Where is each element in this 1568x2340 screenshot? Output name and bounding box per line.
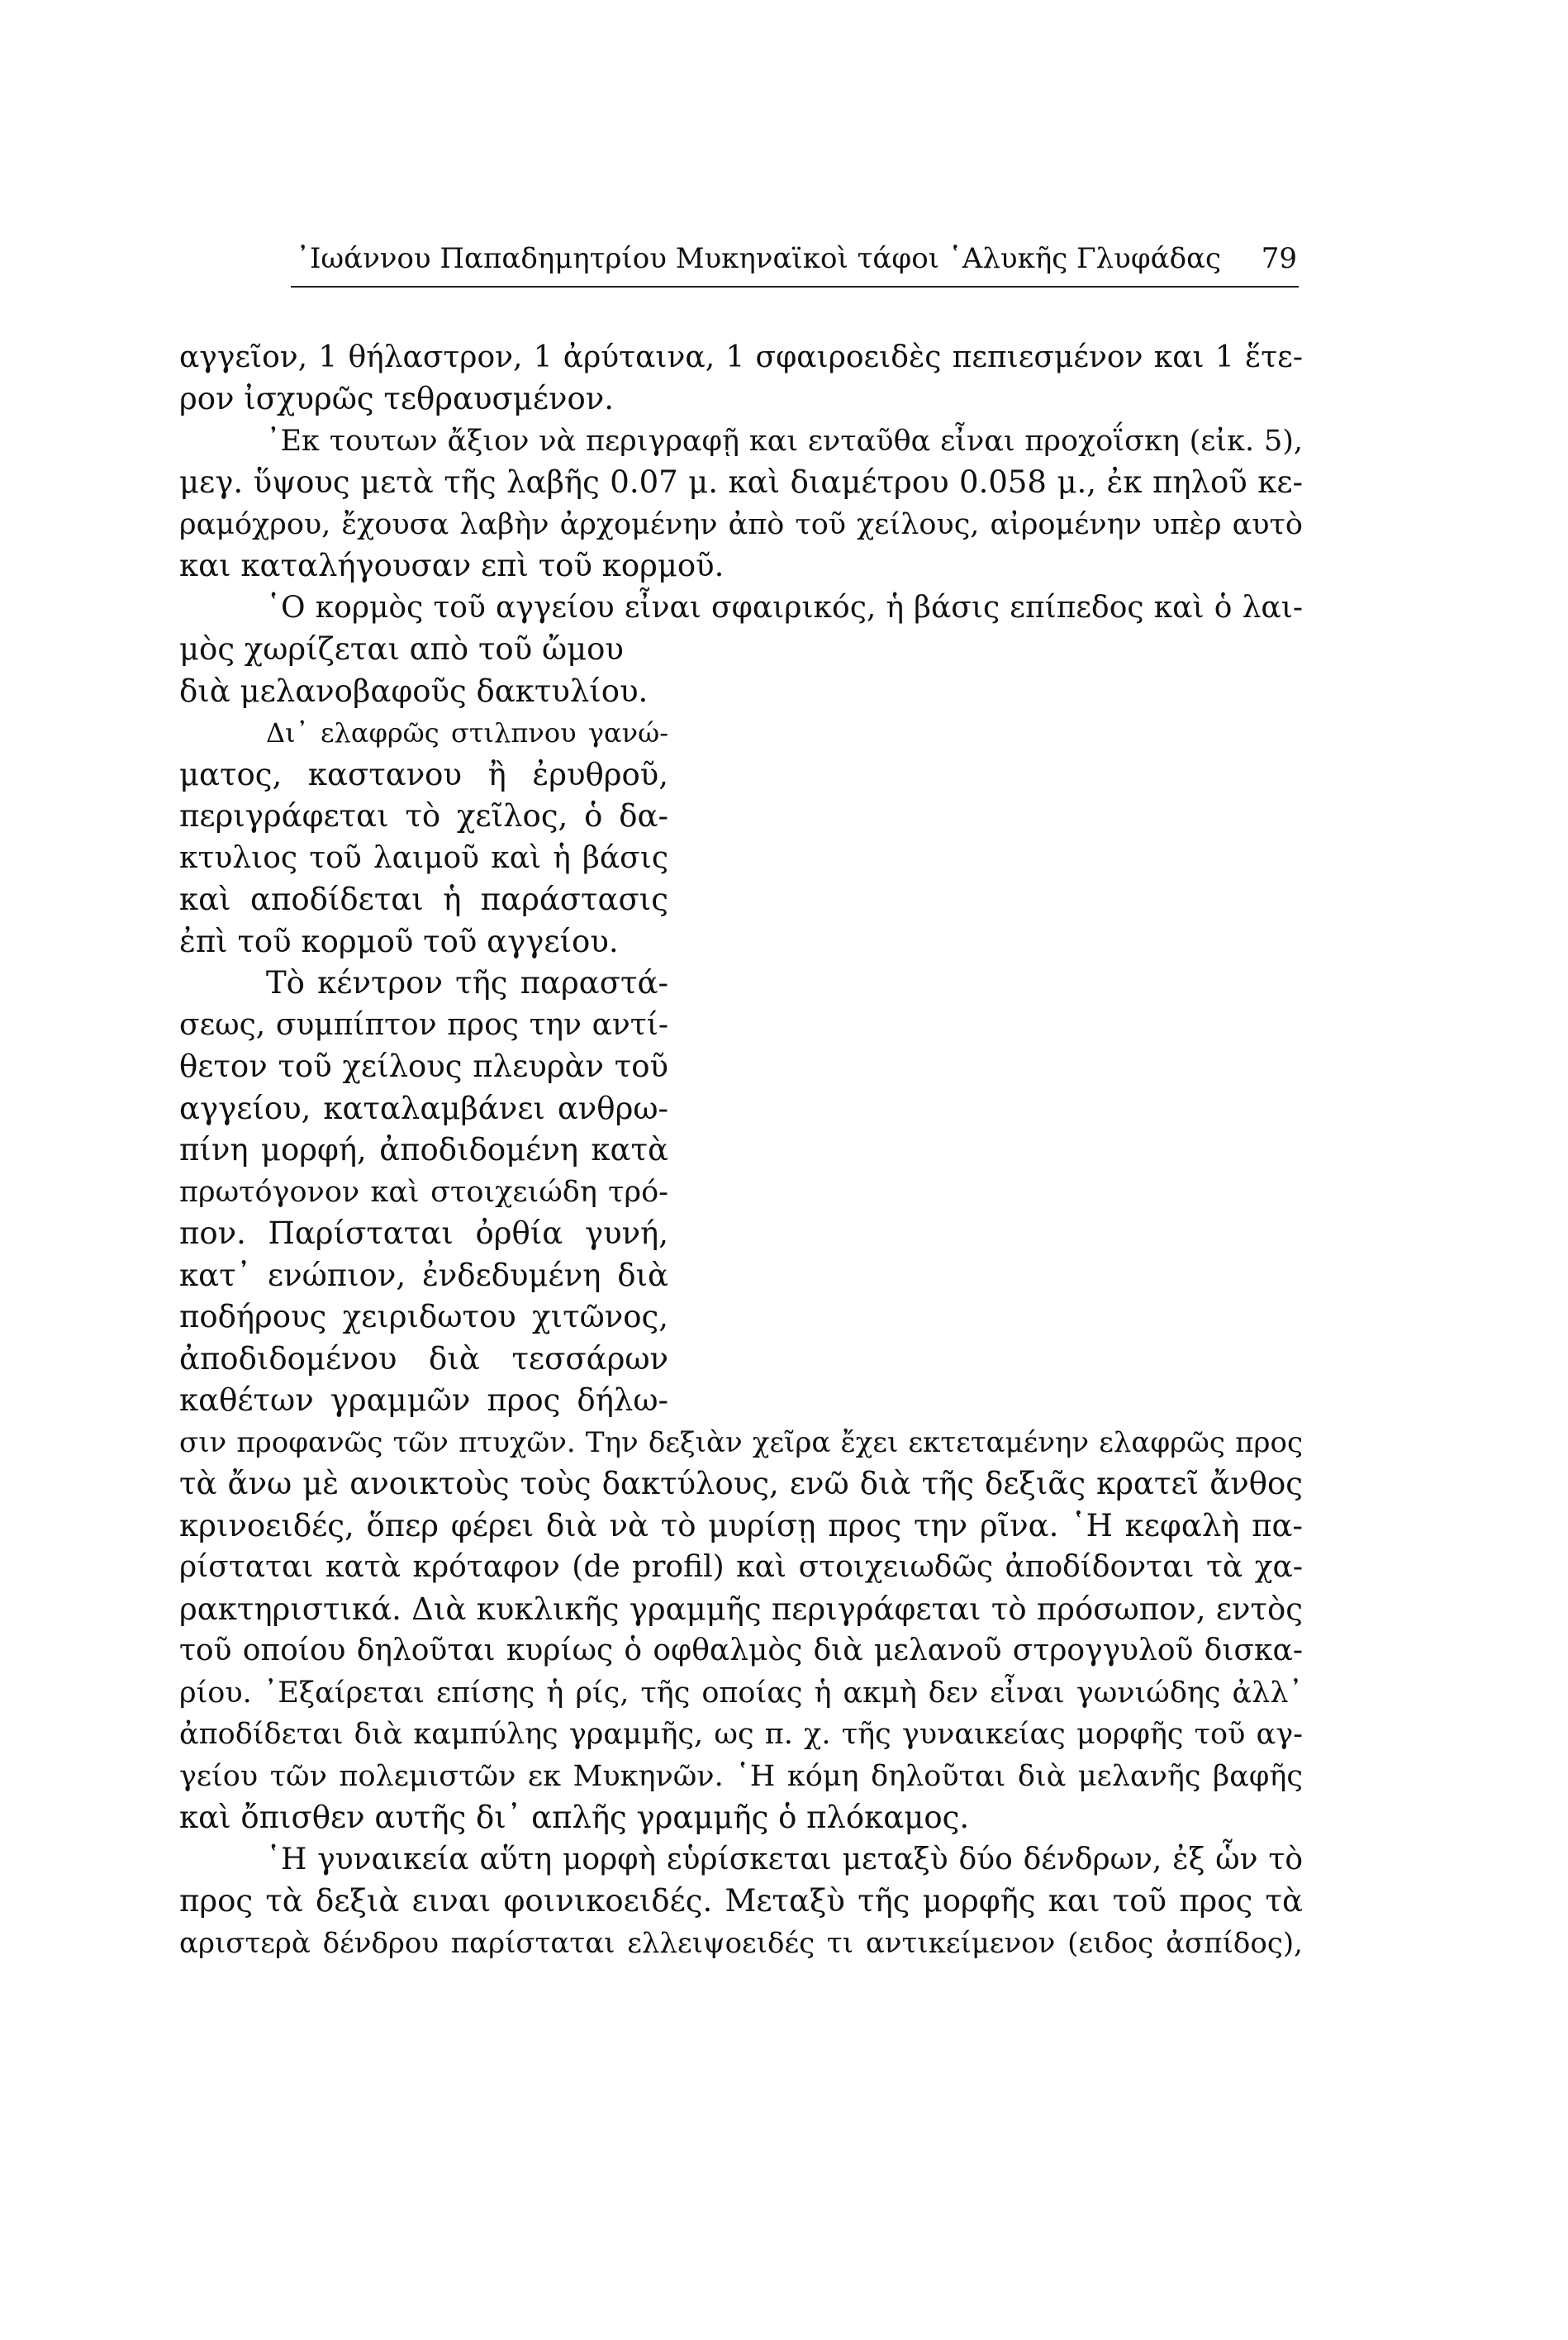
text-line: διὰ μελανοβαφοῦς δακτυλίου. bbox=[179, 673, 649, 709]
text-line: θετον τοῦ χείλους πλευρὰν τοῦ bbox=[179, 1049, 668, 1084]
text-line: ρίου. ᾿Εξαίρεται επίσης ἡ ρίς, τῆς οποίας ἡ ακμὴ δεν εἶναι γωνιώδης ἀλλ᾿ bbox=[179, 1677, 1303, 1710]
text-line: καὶ αποδίδεται ἡ παράστασις bbox=[179, 882, 668, 917]
text-line: κατ᾿ ενώπιον, ἐνδεδυμένη διὰ bbox=[179, 1258, 668, 1293]
text-line: ᾿Εκ τουτων ἄξιον νὰ περιγραφῇ και ενταῦθα εἶναι προχοΐσκη (εἰκ. 5), bbox=[266, 425, 1303, 458]
text-line: αγγεῖον, 1 θήλαστρον, 1 ἀρύταινα, 1 σφαιροειδὲς πεπιεσμένον και 1 ἕτε- bbox=[179, 340, 1303, 374]
text-line: περιγράφεται τὸ χεῖλος, ὁ δα- bbox=[179, 798, 668, 834]
text-line: αριστερὰ δένδρου παρίσταται ελλειψοειδές τι αντικείμενον (ειδος ἀσπίδος), bbox=[179, 1927, 1303, 1960]
text-line: ποδήρους χειριδωτου χιτῶνος, bbox=[179, 1299, 668, 1334]
text-line: ματος, καστανου ἢ ἐρυθροῦ, bbox=[179, 757, 668, 792]
running-header bbox=[296, 236, 1297, 281]
text-line: ῾Ο κορμὸς τοῦ αγγείου εἶναι σφαιρικός, ἡ βάσις επίπεδος καὶ ὁ λαι- bbox=[266, 591, 1303, 625]
text-line: ρίσταται κατὰ κρόταφον (de profil) καὶ στοιχειωδῶς ἀποδίδονται τὰ χα- bbox=[179, 1550, 1303, 1584]
text-line: Τὸ κέντρον τῆς παραστά- bbox=[266, 965, 668, 1001]
running-title: ᾿Ιωάννου Παπαδημητρίου Μυκηναϊκοὶ τάφοι ῾Αλυκῆς Γλυφάδας bbox=[296, 242, 1222, 275]
text-line: πρωτόγονον καὶ στοιχειώδη τρό- bbox=[179, 1176, 668, 1209]
text-line: μὸς χωρίζεται απὸ τοῦ ὤμου bbox=[179, 631, 624, 667]
text-line: κτυλιος τοῦ λαιμοῦ καὶ ἡ βάσις bbox=[179, 841, 668, 875]
text-line: καθέτων γραμμῶν προς δήλω- bbox=[179, 1382, 668, 1418]
text-line: ρον ἰσχυρῶς τεθραυσμένον. bbox=[179, 381, 615, 416]
text-line: και καταλήγουσαν επὶ τοῦ κορμοῦ. bbox=[179, 548, 725, 583]
text-line: κρινοειδές, ὅπερ φέρει διὰ νὰ τὸ μυρίσῃ προς την ρῖνα. ῾Η κεφαλὴ πα- bbox=[179, 1508, 1303, 1543]
header-rule bbox=[291, 286, 1299, 288]
text-line: ραμόχρου, ἔχουσα λαβὴν ἀρχομένην ἀπὸ τοῦ χείλους, αἰρομένην υπὲρ αυτὸ bbox=[179, 508, 1303, 541]
text-line: ἀποδιδομένου διὰ τεσσάρων bbox=[179, 1341, 668, 1377]
text-line: ἀποδίδεται διὰ καμπύλης γραμμῆς, ως π. χ. τῆς γυναικείας μορφῆς τοῦ αγ- bbox=[179, 1718, 1303, 1751]
page-number: 79 bbox=[1261, 242, 1297, 275]
text-line: τὰ ἄνω μὲ ανοικτοὺς τοὺς δακτύλους, ενῶ διὰ τῆς δεξιᾶς κρατεῖ ἄνθος bbox=[179, 1466, 1303, 1501]
text-line: γείου τῶν πολεμιστῶν εκ Μυκηνῶν. ῾Η κόμη δηλοῦται διὰ μελανῆς βαφῆς bbox=[179, 1760, 1303, 1793]
text-line: ἐπὶ τοῦ κορμοῦ τοῦ αγγείου. bbox=[179, 924, 619, 959]
text-line: πίνη μορφή, ἀποδιδομένη κατὰ bbox=[179, 1132, 668, 1168]
text-line: καὶ ὄπισθεν αυτῆς δι᾿ απλῆς γραμμῆς ὁ πλόκαμος. bbox=[179, 1800, 970, 1835]
text-line: πον. Παρίσταται ὀρθία γυνή, bbox=[179, 1215, 668, 1251]
text-line: σεως, συμπίπτον προς την αντί- bbox=[179, 1008, 668, 1042]
text-line: ῾Η γυναικεία αὕτη μορφὴ εὑρίσκεται μεταξὺ δύο δένδρων, ἐξ ὧν τὸ bbox=[266, 1843, 1303, 1876]
text-line: σιν προφανῶς τῶν πτυχῶν. Την δεξιὰν χεῖρα ἔχει εκτεταμένην ελαφρῶς προς bbox=[179, 1426, 1303, 1459]
text-line: ρακτηριστικά. Διὰ κυκλικῆς γραμμῆς περιγράφεται τὸ πρόσωπον, εντὸς bbox=[179, 1591, 1303, 1627]
text-line: Δι᾿ ελαφρῶς στιλπνου γανώ- bbox=[266, 717, 668, 749]
text-line: μεγ. ὕψους μετὰ τῆς λαβῆς 0.07 μ. καὶ διαμέτρου 0.058 μ., ἐκ πηλοῦ κε- bbox=[179, 464, 1303, 500]
text-line: αγγείου, καταλαμβάνει ανθρω- bbox=[179, 1091, 668, 1126]
text-line: τοῦ οποίου δηλοῦται κυρίως ὁ οφθαλμὸς διὰ μελανοῦ στρογγυλοῦ δισκα- bbox=[179, 1634, 1303, 1667]
text-line: προς τὰ δεξιὰ ειναι φοινικοειδές. Μεταξὺ τῆς μορφῆς και τοῦ προς τὰ bbox=[179, 1883, 1303, 1919]
